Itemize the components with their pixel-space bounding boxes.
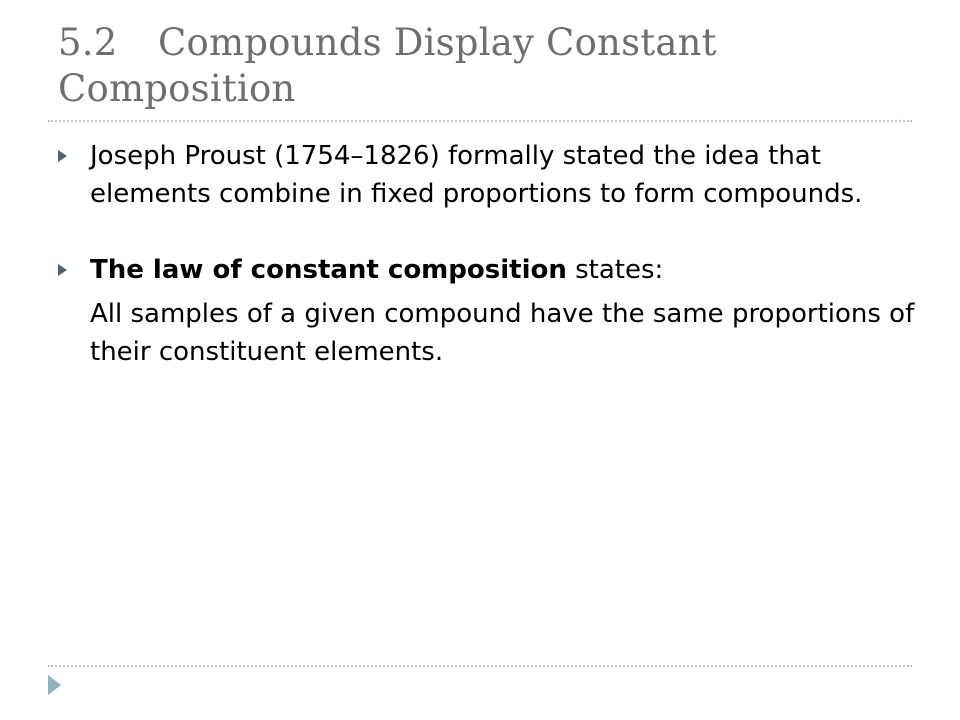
bullet-bold-term: The law of constant composition (90, 255, 567, 285)
triangle-bullet-icon (58, 264, 67, 276)
bottom-divider (48, 665, 912, 667)
triangle-arrow-icon (48, 675, 61, 695)
bullet-text: states: (566, 255, 664, 285)
title-section-number: 5.2 (58, 21, 118, 64)
title-text: Compounds Display Constant Composition (58, 21, 717, 110)
bullet-item (56, 251, 916, 289)
bullet-continuation: All samples of a given compound have the same proportions of their constituent elements. (90, 299, 915, 367)
bullet-list (56, 137, 916, 371)
bullet-text: Joseph Proust (1754–1826) formally stated the idea that elements combine in fixed proportions to form compounds. (90, 141, 863, 209)
top-divider (48, 120, 912, 122)
triangle-bullet-icon (58, 150, 67, 162)
bullet-item (56, 137, 916, 213)
slide-title (58, 20, 918, 112)
